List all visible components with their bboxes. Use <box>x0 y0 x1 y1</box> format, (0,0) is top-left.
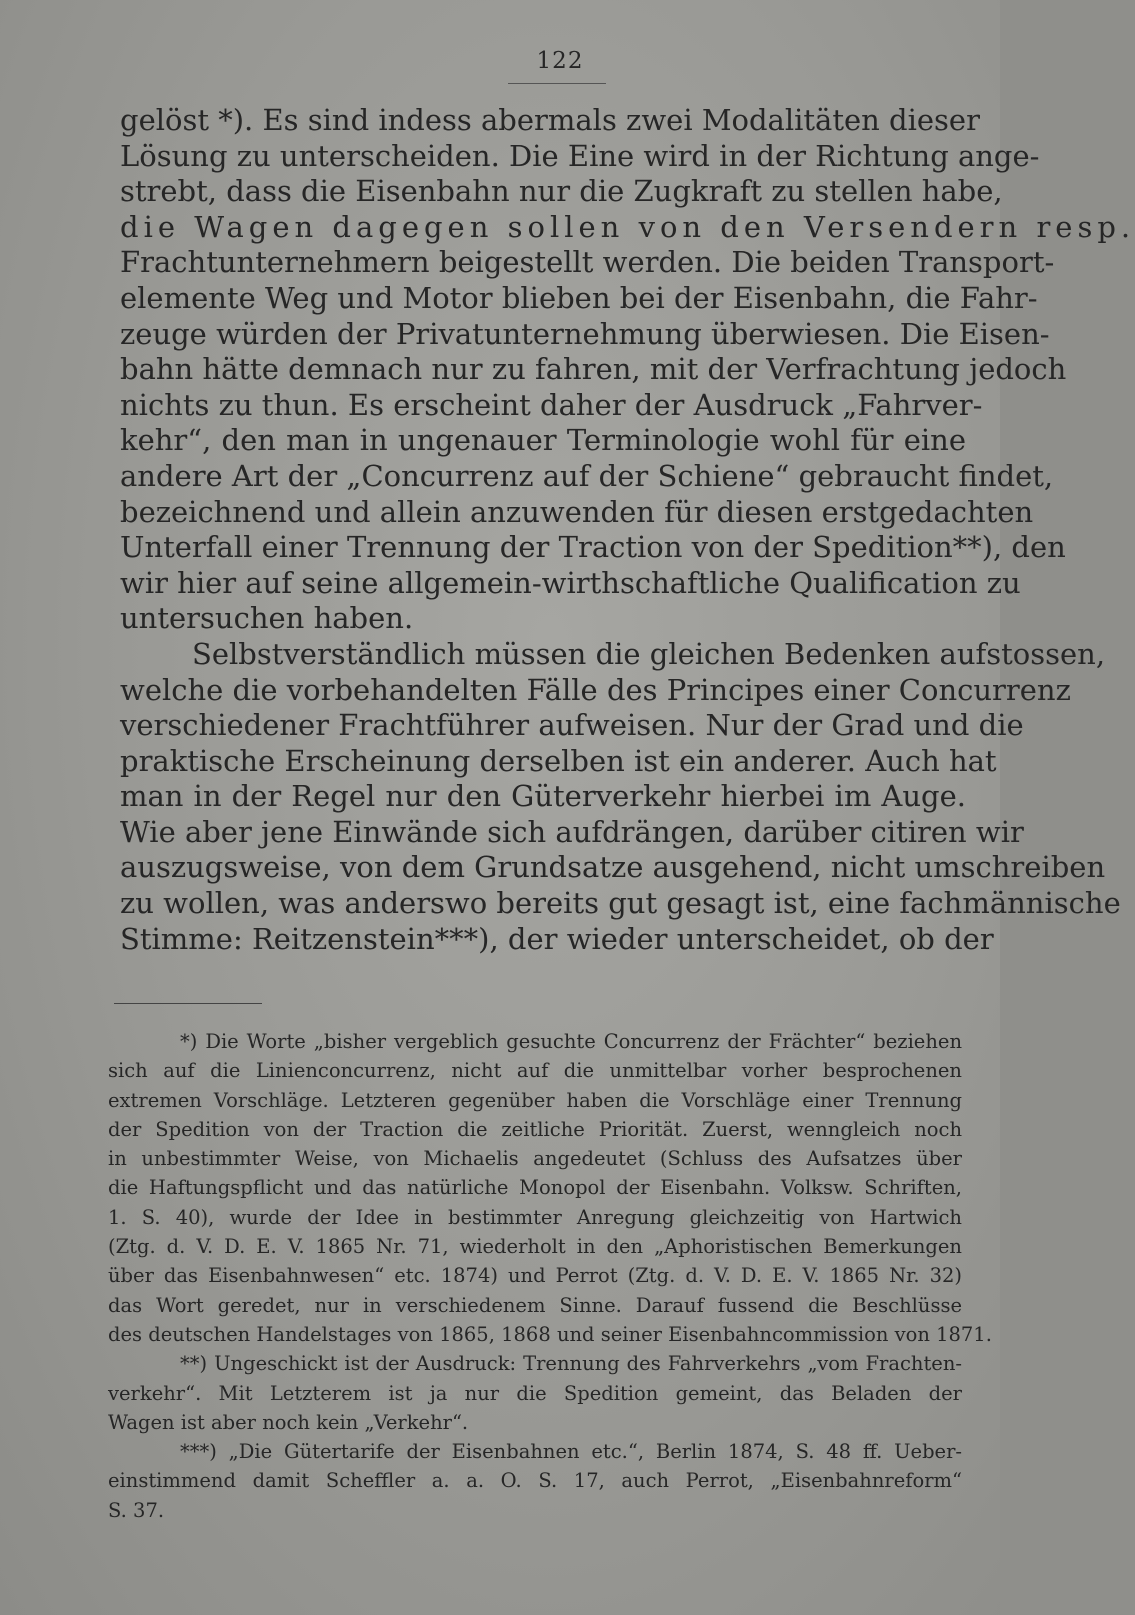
footnote-line: des deutschen Handelstages von 1865, 1868 und seiner Eisenbahncommission von 1871. <box>108 1322 992 1346</box>
text-line: Stimme: Reitzenstein***), der wieder unterscheidet, ob der <box>120 921 994 956</box>
footnote-line: sich auf die Linienconcurrenz, nicht auf die unmittelbar vorher besprochenen <box>108 1059 962 1083</box>
footnote-line: 1. S. 40), wurde der Idee in bestimmter Anregung gleichzeitig von Hartwich <box>108 1205 962 1229</box>
main-text <box>120 103 1135 957</box>
page-number-rule <box>508 83 606 84</box>
text-line: man in der Regel nur den Güterverkehr hierbei im Auge. <box>120 779 966 814</box>
text-line: bahn hätte demnach nur zu fahren, mit der Verfrachtung jedoch <box>120 352 1067 387</box>
text-line: nichts zu thun. Es erscheint daher der Ausdruck „Fahrver- <box>120 387 983 422</box>
text-line: auszugsweise, von dem Grundsatze ausgehend, nicht umschreiben <box>120 850 1106 885</box>
footnote-line: *) Die Worte „bisher vergeblich gesuchte Concurrenz der Frächter“ beziehen <box>180 1030 962 1053</box>
footnote-line: extremen Vorschläge. Letzteren gegenüber haben die Vorschläge einer Trennung <box>108 1088 962 1112</box>
text-line: untersuchen haben. <box>120 601 414 636</box>
text-line: Lösung zu unterscheiden. Die Eine wird in der Richtung ange- <box>120 138 1040 173</box>
text-line: wir hier auf seine allgemein-wirthschaftliche Qualification zu <box>120 565 1021 600</box>
text-line: Wie aber jene Einwände sich aufdrängen, darüber citiren wir <box>120 814 1024 849</box>
footnote-line: über das Eisenbahnwesen“ etc. 1874) und Perrot (Ztg. d. V. D. E. V. 1865 Nr. 32) <box>108 1264 962 1288</box>
text-line: Frachtunternehmern beigestellt werden. Die beiden Transport- <box>120 245 1055 280</box>
text-line: zu wollen, was anderswo bereits gut gesagt ist, eine fachmännische <box>120 886 1121 921</box>
footnote-line: **) Ungeschickt ist der Ausdruck: Trennung des Fahrverkehrs „vom Frachten- <box>180 1352 962 1376</box>
footnote-line: (Ztg. d. V. D. E. V. 1865 Nr. 71, wiederholt in den „Aphoristischen Bemerkungen <box>108 1235 962 1259</box>
footnote-line: Wagen ist aber noch kein „Verkehr“. <box>108 1410 469 1434</box>
footnote-line: der Spedition von der Traction die zeitliche Priorität. Zuerst, wenngleich noch <box>108 1117 962 1141</box>
footnote-line: S. 37. <box>108 1498 165 1522</box>
page-number: 122 <box>536 48 584 74</box>
footnote-line: einstimmend damit Scheffler a. a. O. S. 17, auch Perrot, „Eisenbahnreform“ <box>108 1469 962 1493</box>
text-line: zeuge würden der Privatunternehmung überwiesen. Die Eisen- <box>120 316 1050 351</box>
footnote-line: ***) „Die Gütertarife der Eisenbahnen etc.“, Berlin 1874, S. 48 ff. Ueber- <box>180 1440 962 1464</box>
text-line: kehr“, den man in ungenauer Terminologie wohl für eine <box>120 423 966 458</box>
footnote-line: die Haftungspflicht und das natürliche Monopol der Eisenbahn. Volksw. Schriften, <box>108 1176 962 1200</box>
footnote-line: das Wort geredet, nur in verschiedenem Sinne. Darauf fussend die Beschlüsse <box>108 1293 962 1317</box>
text-line: elemente Weg und Motor blieben bei der Eisenbahn, die Fahr- <box>120 280 1038 315</box>
text-line: bezeichnend und allein anzuwenden für diesen erstgedachten <box>120 494 1034 529</box>
footnote-line: verkehr“. Mit Letzterem ist ja nur die Spedition gemeint, das Beladen der <box>108 1381 962 1405</box>
text-line: welche die vorbehandelten Fälle des Principes einer Concurrenz <box>120 672 1071 707</box>
footnote-line: in unbestimmter Weise, von Michaelis angedeutet (Schluss des Aufsatzes über <box>108 1147 962 1171</box>
text-line: Selbstverständlich müssen die gleichen Bedenken aufstossen, <box>192 636 1106 671</box>
footnote-separator <box>114 1003 262 1004</box>
text-line: strebt, dass die Eisenbahn nur die Zugkraft zu stellen habe, <box>120 174 1003 209</box>
text-line: praktische Erscheinung derselben ist ein anderer. Auch hat <box>120 743 997 778</box>
text-line: Unterfall einer Trennung der Traction von der Spedition**), den <box>120 530 1066 565</box>
text-line: gelöst *). Es sind indess abermals zwei Modalitäten dieser <box>120 103 980 137</box>
text-line: verschiedener Frachtführer aufweisen. Nur der Grad und die <box>120 708 1024 743</box>
text-line: die Wagen dagegen sollen von den Versendern resp. <box>120 209 1135 244</box>
text-line: andere Art der „Concurrenz auf der Schiene“ gebraucht findet, <box>120 458 1054 493</box>
footnotes <box>108 1027 992 1525</box>
